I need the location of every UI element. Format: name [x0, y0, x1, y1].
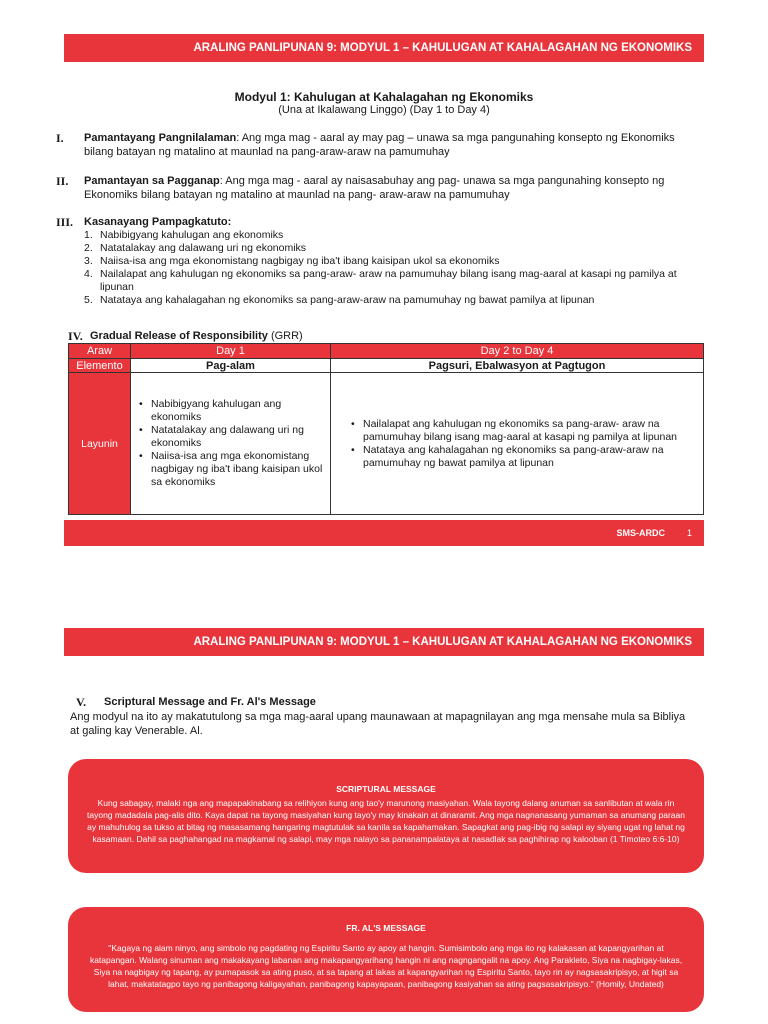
section-number: IV. — [68, 329, 83, 343]
section-text: Ang modyul na ito ay makatutulong sa mga mag-aaral upang maunawaan at mapagnilayan ang mga mensahe mula sa Bibliya at galing kay Venerable. Al. — [70, 711, 686, 737]
list-item: • Nabibigyang kahulugan ang ekonomiks — [135, 398, 324, 424]
list-item: • Nailalapat ang kahulugan ng ekonomiks sa pang-araw- araw na pamumuhay bilang isang mag-aaral at kasapi ng pamilya at lipunan — [347, 418, 683, 444]
section-title: Pamantayan sa Pagganap — [84, 175, 220, 187]
competency-list — [84, 229, 684, 307]
section-number: II. — [56, 174, 69, 188]
box-text: Kung sabagay, malaki nga ang mapapakinabang sa relihiyon kung ang tao'y marunong masiyahan. Wala tayong dalang anuman sa sanlibutan at wala rin tayong madadala pag-alis dito. Kaya dapat na tayong masiyahan kung tayo'y may kinakain at dinaramit. Ang mga nagnanasang yumaman sa anumang paraan ay mahuhulog sa tukso at bitag ng masasamang hangaring magtutulak sa kanila sa kapahamakan. Sapagkat ang pag-ibig ng salapi ay siyang ugat ng lahat ng kasamaan. Dahil sa paghahangad na magkamal ng salapi, may mga nalayo sa pananampalataya at nasadlak sa paghihirap ng kalooban (1 Timoteo 6:6-10) — [87, 798, 685, 844]
page-footer-band — [64, 520, 704, 546]
section-competencies — [56, 215, 696, 229]
fr-al-message-box — [68, 907, 704, 1012]
section-content-standard — [56, 131, 696, 159]
table-cell: Day 2 to Day 4 — [331, 344, 704, 359]
section-abbr: (GRR) — [267, 330, 303, 342]
list-item: • Naiisa-isa ang mga ekonomistang nagbigay ng iba't ibang kaisipan ukol sa ekonomiks — [135, 450, 324, 489]
section-number: V. — [76, 695, 87, 709]
table-cell: Pagsuri, Ebalwasyon at Pagtugon — [331, 359, 704, 373]
page-number: 1 — [686, 528, 692, 538]
section-messages — [54, 695, 694, 709]
list-item: 4. Nailalapat ang kahulugan ng ekonomiks sa pang-araw- araw na pamumuhay bilang isang mag-aaral at kasapi ng pamilya at lipunan — [84, 268, 677, 293]
list-item: 5. Natataya ang kahalagahan ng ekonomiks sa pang-araw-araw na pamumuhay ng bawat pamilya at lipunan — [84, 294, 595, 306]
section-performance-standard — [56, 174, 696, 202]
list-item: • Natataya ang kahalagahan ng ekonomiks sa pang-araw-araw na pamumuhay ng bawat pamilya at lipunan — [347, 444, 683, 470]
box-text: "Kagaya ng alam ninyo, ang simbolo ng pagdating ng Espiritu Santo ay apoy at hangin. Sumisimbolo ang mga ito ng kalakasan at kapangyarihan at katapangan. Walang sinuman ang makakayang labanan ang makapangyarihang hangin ni ang nagngangalit na apoy. Ang Parakleto, Siya na nagbigay-lakas, Siya na nagbigay ng tapang, ay pumapasok sa ating puso, at sa tapang at lakas at kapangyarihan ng Espiritu Santo, tayo rin ay nagsasakripisyo, at higit sa lahat, makatatagpo tayo ng panibagong kaligayahan, panibagong kapayapaan, panibagong kasiyahan sa ating pagsasakripisyo." (Homily, Undated) — [89, 943, 683, 989]
table-cell: Pag-alam — [131, 359, 331, 373]
day2-objectives — [331, 418, 703, 470]
page-header-band: ARALING PANLIPUNAN 9: MODYUL 1 – KAHULUGAN AT KAHALAGAHAN NG EKONOMIKS — [64, 34, 704, 62]
section-number: I. — [56, 131, 64, 145]
section-title: Gradual Release of Responsibility — [90, 330, 268, 342]
box-title: FR. AL'S MESSAGE — [346, 923, 426, 933]
section-title: Pamantayang Pangnilalaman — [84, 132, 237, 144]
list-item: • Natatalakay ang dalawang uri ng ekonomiks — [135, 424, 324, 450]
footer-label: SMS-ARDC — [616, 528, 665, 538]
section-text: : Ang mga mag - aaral ay naisasabuhay ang pag- unawa sa mga pangunahing konsepto ng Ekonomiks bilang batayan ng matalino at maunlad na pang- araw-araw na pamumuhay — [84, 175, 665, 201]
table-row — [69, 373, 704, 515]
table-cell: Elemento — [69, 359, 131, 373]
list-item: 1. Nabibigyang kahulugan ang ekonomiks — [84, 229, 284, 241]
section-number: III. — [56, 215, 74, 229]
list-item: 3. Naiisa-isa ang mga ekonomistang nagbigay ng iba't ibang kaisipan ukol sa ekonomiks — [84, 255, 500, 267]
module-title: Modyul 1: Kahulugan at Kahalagahan ng Ekonomiks — [234, 90, 534, 104]
list-item: 2. Natatalakay ang dalawang uri ng ekonomiks — [84, 242, 307, 254]
table-cell — [131, 373, 331, 515]
section-text: : Ang mga mag - aaral ay may pag – unawa sa mga pangunahing konsepto ng Ekonomiks bilang batayan ng matalino at maunlad na pang-araw-araw na pamumuhay — [84, 132, 675, 158]
table-row — [69, 344, 704, 359]
table-cell: Araw — [69, 344, 131, 359]
section-grr — [64, 329, 704, 343]
day1-objectives — [131, 398, 330, 489]
section-title: Scriptural Message and Fr. Al's Message — [104, 696, 316, 708]
table-cell: Layunin — [69, 373, 131, 515]
section-title: Kasanayang Pampagkatuto: — [84, 216, 232, 228]
page-header-band: ARALING PANLIPUNAN 9: MODYUL 1 – KAHULUGAN AT KAHALAGAHAN NG EKONOMIKS — [64, 628, 704, 656]
box-title: SCRIPTURAL MESSAGE — [336, 784, 436, 794]
table-row — [69, 359, 704, 373]
table-cell — [331, 373, 704, 515]
scriptural-message-box — [68, 759, 704, 873]
table-cell: Day 1 — [131, 344, 331, 359]
module-subtitle: (Una at Ikalawang Linggo) (Day 1 to Day 4) — [278, 104, 490, 116]
grr-table — [68, 343, 704, 515]
